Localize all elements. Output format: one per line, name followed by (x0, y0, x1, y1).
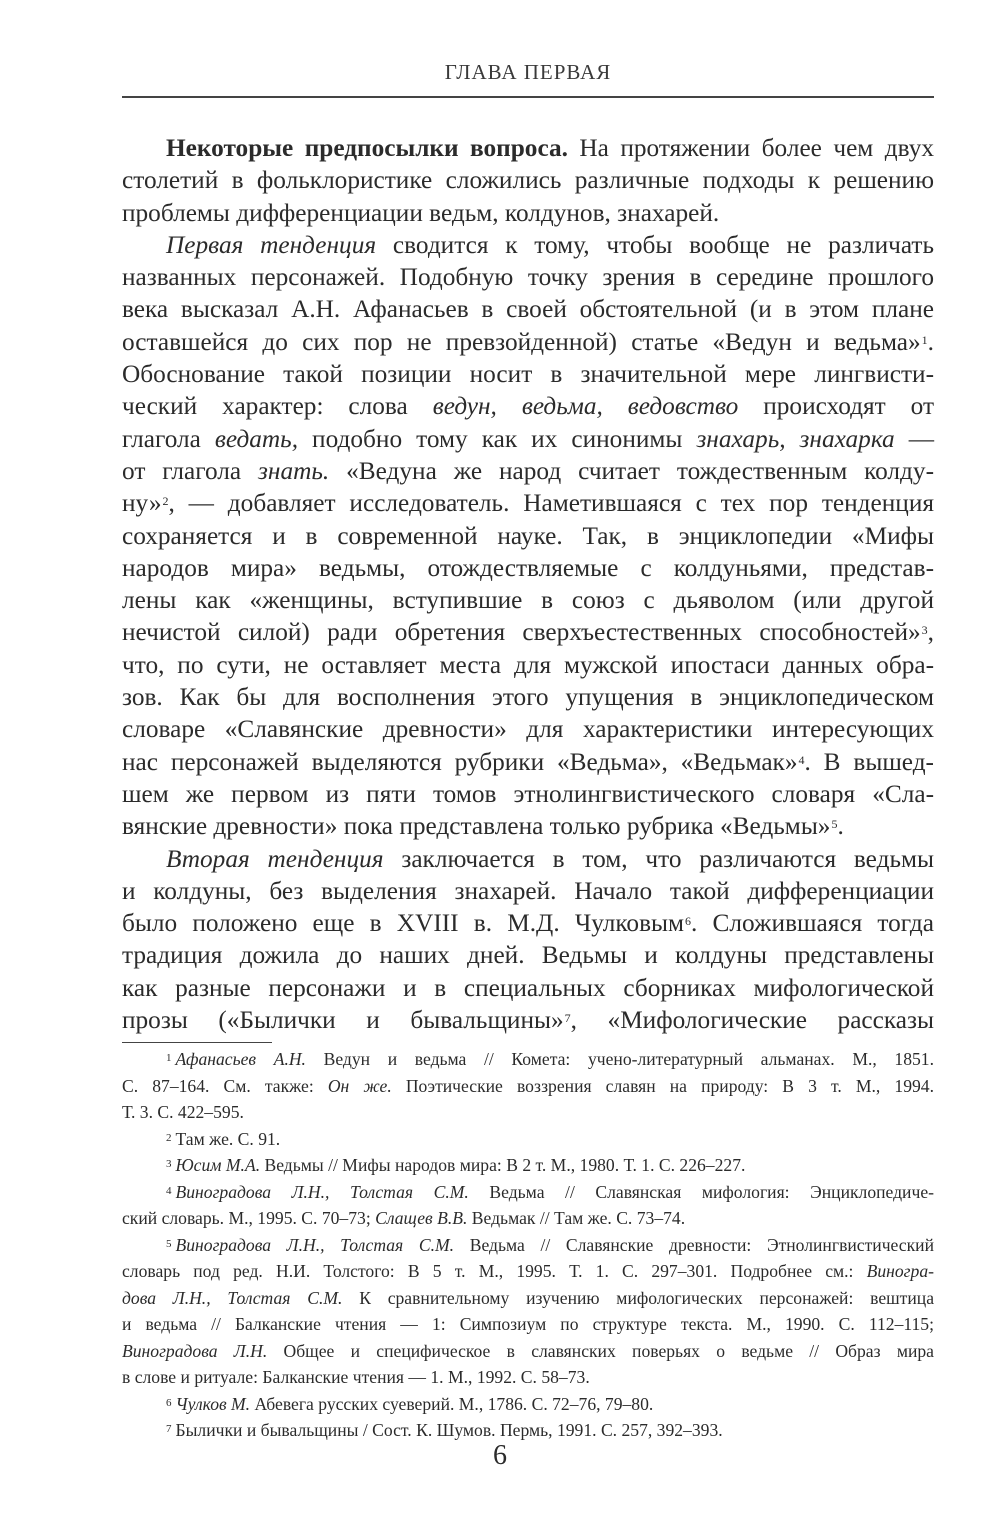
text-line: Первая тенденция сводится к тому, чтобы вообще не различать (166, 230, 934, 259)
footnote-line: и ведьма // Балканские чтения — 1: Симпозиум по структуре текста. М., 1990. С. 112–115; (122, 1314, 934, 1334)
footnote-ref: 3 (921, 623, 928, 638)
footnote-ref: 6 (685, 914, 692, 929)
footnote-ref: 2 (162, 494, 169, 509)
footnote-3: $^3$ Юсим М.А. Ведьмы // Мифы народов мира: В 2 т. М., 1980. Т. 1. С. 226–227. (166, 1155, 746, 1175)
text-line: нас персонажей выделяются рубрики «Ведьма», «Ведьмак»$^4$. В вышед- (122, 747, 934, 776)
text-line: проблемы дифференциации ведьм, колдунов, знахарей. (122, 198, 720, 227)
footnote-line: С. 87–164. См. также: Он же. Поэтические воззрения славян на природу: В 3 т. М., 1994. (122, 1075, 934, 1096)
text-line: сохраняется и в современной науке. Так, в энциклопедии «Мифы (122, 521, 934, 550)
footnote-ref: 4 (798, 752, 805, 767)
footnote-line: дова Л.Н., Толстая С.М. К сравнительному изучению мифологических персонажей: вештица (122, 1287, 935, 1308)
footnote-line: Виноградова Л.Н. Общее и специфическое в славянских поверьях о ведьме // Образ мира (122, 1340, 934, 1361)
footnote-ref: 5 (831, 817, 838, 832)
footnote-line: Т. 3. С. 422–595. (122, 1102, 244, 1122)
page-number: 6 (493, 1440, 507, 1471)
text-line: века высказал А.Н. Афанасьев в своей обстоятельной (и в этом плане (122, 295, 934, 324)
footnote-5: $^5$ Виноградова Л.Н., Толстая С.М. Ведьма // Славянские древности: Этнолингвистический (166, 1234, 934, 1255)
running-header: ГЛАВА ПЕРВАЯ (444, 60, 612, 84)
footnote-4: $^4$ Виноградова Л.Н., Толстая С.М. Ведьма // Славянская мифология: Энциклопедиче- (166, 1181, 934, 1202)
text-line: Обоснование такой позиции носит в значительной мере лингвисти- (122, 360, 934, 389)
footnote-ref: 7 (564, 1011, 571, 1026)
footnote-line: словарь под ред. Н.И. Толстого: В 5 т. М., 1995. Т. 1. С. 297–301. Подробнее см.: Виногра- (122, 1261, 934, 1281)
text-line: Вторая тенденция заключается в том, что различаются ведьмы (166, 844, 934, 873)
section-heading: Некоторые предпосылки вопроса. (166, 134, 568, 162)
text-line: оставшейся до сих пор не превзойденной) статье «Ведун и ведьма»$^1$. (122, 327, 934, 356)
text-line: ческий характер: слова ведун, ведьма, ведовство происходят от (122, 392, 935, 421)
footnotes (122, 1046, 934, 1444)
text-line: традиция дожила до наших дней. Ведьмы и колдуны представлены (122, 941, 934, 970)
footnote-line: ский словарь. М., 1995. С. 70–73; Слащев В.В. Ведьмак // Там же. С. 73–74. (122, 1208, 686, 1228)
text-line: словаре «Славянские древности» для характеристики интересующих (122, 715, 934, 744)
text-line: было положено еще в XVIII в. М.Д. Чулковым$^6$. Сложившаяся тогда (122, 909, 934, 938)
text-line: народов мира» ведьмы, отождествляемые с колдуньями, представ- (122, 553, 934, 582)
text-line: что, по сути, не оставляет места для мужской ипостаси данных обра- (122, 650, 934, 679)
footnote-2: $^2$ Там же. С. 91. (166, 1128, 281, 1149)
footnote-line: в слове и ритуале: Балканские чтения — 1. М., 1992. С. 58–73. (122, 1367, 590, 1387)
text-line: и колдуны, без выделения знахарей. Начало такой дифференциации (122, 876, 934, 905)
footnote-6: $^6$ Чулков М. Абевега русских суеверий. М., 1786. С. 72–76, 79–80. (166, 1393, 654, 1414)
text-line: названных персонажей. Подобную точку зрения в середине прошлого (122, 263, 934, 292)
text-line: нечистой силой) ради обретения сверхъестественных способностей»$^3$, (122, 618, 934, 647)
header-divider (122, 96, 934, 98)
footnote-divider (122, 1042, 272, 1043)
text-line: зов. Как бы для восполнения этого упущения в энциклопедическом (122, 683, 934, 712)
text-line: глагола ведать, подобно тому как их синонимы знахарь, знахарка — (122, 424, 934, 453)
text-line: Некоторые предпосылки вопроса. На протяжении более чем двух (166, 134, 935, 162)
text-line: столетий в фольклористике сложились различные подходы к решению (122, 166, 934, 195)
footnote-1: $^1$ Афанасьев А.Н. Ведун и ведьма // Комета: учено-литературный альманах. М., 1851. (166, 1049, 934, 1069)
text-line: от глагола знать. «Ведуна же народ считает тождественным колду- (122, 456, 934, 485)
text-line: ну»$^2$, — добавляет исследователь. Наметившаяся с тех пор тенденция (122, 489, 934, 518)
text-line: лены как «женщины, вступившие в союз с дьяволом (или другой (122, 586, 934, 615)
text-line: прозы («Былички и бывальщины»$^7$, «Мифологические рассказы (122, 1006, 934, 1035)
text-line: как разные персонажи и в специальных сборниках мифологической (122, 973, 934, 1002)
footnote-7: $^7$ Былички и бывальщины / Сост. К. Шумов. Пермь, 1991. С. 257, 392–393. (166, 1420, 723, 1440)
text-line: шем же первом из пяти томов этнолингвистического словаря «Сла- (122, 779, 934, 808)
footnote-ref: 1 (921, 332, 928, 347)
main-text (122, 132, 934, 1036)
text-line: вянские древности» пока представлена только рубрика «Ведьмы»$^5$. (122, 812, 844, 841)
